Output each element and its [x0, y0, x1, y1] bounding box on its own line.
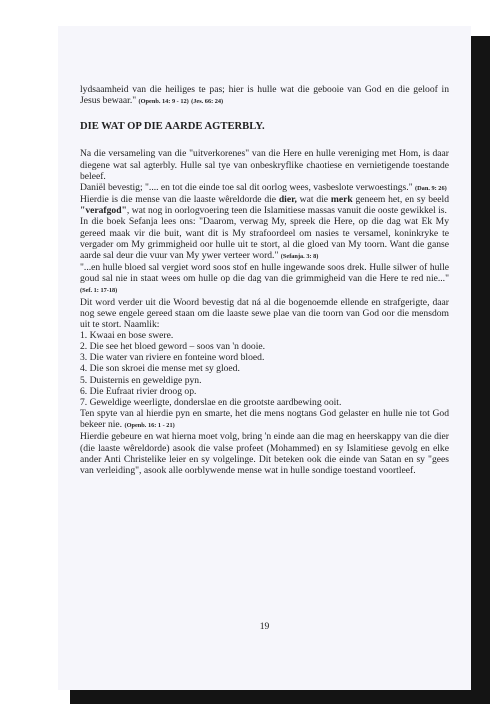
- paragraph-sefanja: In die boek Sefanja lees ons: "Daarom, verwag My, spreek die Here, op die dag wat Ek My gereed maak vir die buit, want dit is My strafoordeel om nasies te versamel, koninkryke te vergader om My grimmigheid oor hulle uit te stort, al die gloed van My toorn. Want die ganse aarde sal deur die vuur van My ywer verteer word." (Sefanja. 3: 8): [80, 216, 449, 261]
- list-item: 6. Die Eufraat rivier droog op.: [80, 385, 197, 397]
- list-item: 1. Kwaai en bose swere.: [80, 329, 174, 341]
- bible-reference: (Sef. 1: 17-18): [80, 287, 118, 295]
- paragraph-daniel: Daniël bevestig; ".... en tot die einde toe sal dit oorlog wees, vasbeslote verwoestings." (Dan. 9: 26): [80, 181, 447, 193]
- book-page: [58, 26, 471, 690]
- section-heading: DIE WAT OP DIE AARDE AGTERBLY.: [80, 121, 265, 133]
- paragraph-seven-angels: Dit word verder uit die Woord bevestig dat ná al die bogenoemde ellende en strafgerigte, daar nog sewe engele gereed staan om die laaste sewe plae van die toorn van God oor die mensdom uit te stort. Naamlik:: [80, 296, 449, 330]
- list-item: 5. Duisternis en geweldige pyn.: [80, 374, 202, 386]
- emphasis-verafgod: "verafgod": [80, 205, 127, 217]
- list-item: 4. Die son skroei die mense met sy gloed.: [80, 363, 240, 375]
- paragraph-gathering: Na die versameling van die "uitverkorenes" van die Here en hulle vereniging met Hom, is daar diegene wat sal agterbly. Hulle sal tye van onbeskryflike chaotiese en vernietigende toestande beleef.: [80, 148, 449, 182]
- page-number: 19: [259, 621, 270, 632]
- bible-reference: (Openb. 14: 9 - 12): [138, 98, 189, 106]
- list-item: 3. Die water van riviere en fonteine word bloed.: [80, 352, 265, 364]
- bible-reference: (Sefanja. 3: 8): [280, 252, 319, 260]
- bible-reference: (Jes. 66: 24): [191, 98, 224, 106]
- plagues-list: [80, 330, 449, 408]
- emphasis-dier: dier,: [278, 194, 297, 206]
- bible-reference: (Dan. 9: 26): [415, 184, 447, 192]
- paragraph-blood: "...en hulle bloed sal vergiet word soos stof en hulle ingewande soos drek. Hulle silwer of hulle goud sal nie in staat wees om hulle op die dag van die grimmigheid van die Here te red nie..." (Sef. 1: 17-18): [80, 262, 449, 295]
- paragraph-blasphemy: Ten spyte van al hierdie pyn en smarte, het die mens nogtans God gelaster en hulle nie tot God bekeer nie. (Openb. 16: 1 - 21): [80, 408, 449, 431]
- emphasis-merk: merk: [330, 194, 353, 206]
- paragraph-end: Hierdie gebeure en wat hierna moet volg, bring 'n einde aan die mag en heerskappy van die dier (die laaste wêreldorde) asook die valse profeet (Mohammed) en sy Islamitiese gevolg en elke ander Anti Christelike leier en sy volgelinge. Dit beteken ook die einde van Satan en sy "gees van verleiding", asook alle oorblywende mense wat in hulle sondige toestand voortleef.: [80, 431, 449, 476]
- intro-paragraph: lydsaamheid van die heiliges te pas; hier is hulle wat die gebooie van God en die geloof in Jesus bewaar." (Openb. 14: 9 - 12) (Jes. 66: 24): [80, 84, 449, 107]
- list-item: 7. Geweldige weerligte, donderslae en die grootste aardbewing ooit.: [80, 396, 342, 408]
- list-item: 2. Die see het bloed geword – soos van 'n dooie.: [80, 341, 266, 353]
- paragraph-beast: Hierdie is die mense van die laaste wêreldorde die dier, wat die merk geneem het, en sy beeld "verafgod", wat nog in oorlogvoering teen die Islamitiese massas vanuit die ooste gewikkel is.: [80, 194, 449, 217]
- bible-reference: (Openb. 16: 1 - 21): [124, 422, 175, 430]
